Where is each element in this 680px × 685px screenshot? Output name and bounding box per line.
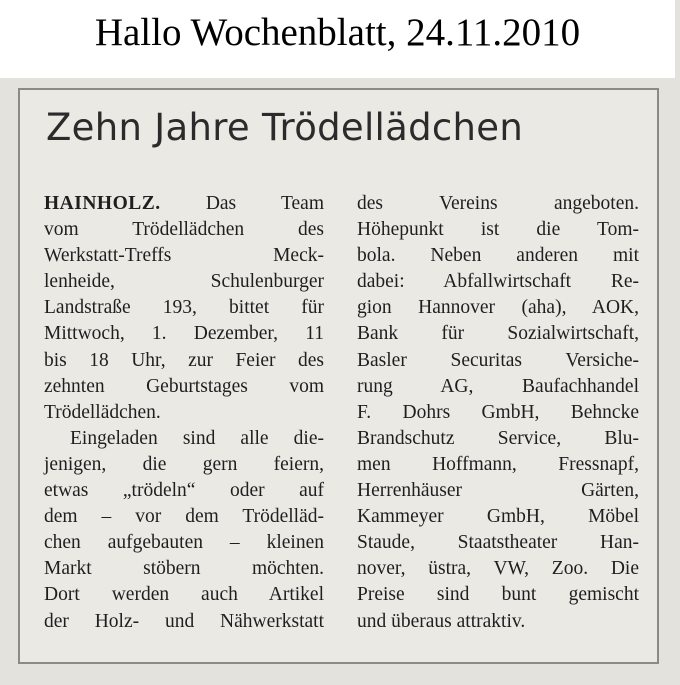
article-line: [44, 556, 324, 582]
article-line: [44, 504, 324, 530]
source-caption: Hallo Wochenblatt, 24.11.2010: [94, 11, 581, 54]
article-line-text: bola. Neben anderen mit: [357, 245, 639, 267]
article-line: [44, 530, 324, 556]
article-line-text: lenheide, Schulenburger: [44, 271, 324, 293]
article-line: [357, 426, 639, 452]
article-line-text: dabei: Abfallwirtschaft Re-: [357, 271, 639, 293]
article-line-text: Staude, Staatstheater Han-: [357, 532, 639, 554]
article-line: [44, 452, 324, 478]
article-line-text: Bank für Sozialwirtschaft,: [357, 323, 639, 345]
article-line: [357, 609, 639, 635]
article-line: [357, 556, 639, 582]
article-line: [44, 269, 324, 295]
article-line-text: zehnten Geburtstages vom: [44, 375, 324, 397]
article-line: [357, 582, 639, 608]
article-line: [44, 478, 324, 504]
article-line-text: Dort werden auch Artikel: [44, 584, 324, 606]
article-headline: Zehn Jahre Trödellädchen: [46, 106, 524, 149]
article-line-text: Brandschutz Service, Blu-: [357, 427, 639, 449]
article-line-text: chen aufgebauten – kleinen: [44, 532, 324, 554]
article-line-text: jenigen, die gern feiern,: [44, 453, 324, 475]
article-line: [44, 321, 324, 347]
article-line-text: Herrenhäuser Gärten,: [357, 480, 639, 502]
article-line-text: und überaus attraktiv.: [357, 610, 526, 632]
article-line-text: Trödellädchen.: [44, 401, 161, 423]
article-line-text: men Hoffmann, Fressnapf,: [357, 453, 639, 475]
article-line: [357, 374, 639, 400]
article-line-text: Werkstatt-Treffs Meck-: [44, 245, 324, 267]
newspaper-clipping: [18, 88, 659, 664]
article-line-text: Preise sind bunt gemischt: [357, 584, 639, 606]
article-line: [357, 452, 639, 478]
article-line-text: Mittwoch, 1. Dezember, 11: [44, 323, 324, 345]
article-line-text: des Vereins angeboten.: [357, 193, 639, 214]
article-line: [357, 243, 639, 269]
article-line: [44, 191, 324, 217]
article-line-text: Das Team: [160, 193, 324, 214]
article-line: [357, 504, 639, 530]
article-lead-dateline: HAINHOLZ.: [44, 193, 161, 214]
article-line: [44, 609, 324, 635]
article-line-text: nover, üstra, VW, Zoo. Die: [357, 558, 639, 580]
article-line: [357, 478, 639, 504]
article-line: [44, 348, 324, 374]
article-line: [357, 530, 639, 556]
article-line: [44, 426, 324, 452]
article-line-text: Basler Securitas Versiche-: [357, 349, 639, 371]
article-line: [44, 582, 324, 608]
article-line-text: dem – vor dem Trödelläd-: [44, 506, 324, 528]
article-line: [357, 269, 639, 295]
article-column-left: [44, 191, 324, 635]
article-line-text: Landstraße 193, bittet für: [44, 297, 324, 319]
article-line-text: Kammeyer GmbH, Möbel: [357, 506, 639, 528]
article-line: [357, 295, 639, 321]
article-line: [357, 191, 639, 217]
article-line-text: vom Trödellädchen des: [44, 219, 324, 241]
article-line: [44, 243, 324, 269]
article-line: [357, 348, 639, 374]
article-line: [357, 400, 639, 426]
article-line: [44, 374, 324, 400]
article-column-right: [357, 191, 639, 635]
article-line-text: Markt stöbern möchten.: [44, 558, 324, 580]
article-line-text: bis 18 Uhr, zur Feier des: [44, 349, 324, 371]
article-line: [357, 321, 639, 347]
article-line: [357, 217, 639, 243]
article-line-text: gion Hannover (aha), AOK,: [357, 297, 639, 319]
article-line-text: Höhepunkt ist die Tom-: [357, 219, 639, 241]
article-line-text: Eingeladen sind alle die-: [70, 427, 324, 449]
article-line-text: etwas „trödeln“ oder auf: [44, 480, 324, 502]
article-line-text: rung AG, Baufachhandel: [357, 375, 639, 397]
article-line: [44, 400, 324, 426]
article-line-text: der Holz- und Nähwerkstatt: [44, 610, 324, 632]
article-line-text: F. Dohrs GmbH, Behncke: [357, 401, 639, 423]
caption-bar: [0, 0, 675, 78]
article-line: [44, 295, 324, 321]
article-line: [44, 217, 324, 243]
